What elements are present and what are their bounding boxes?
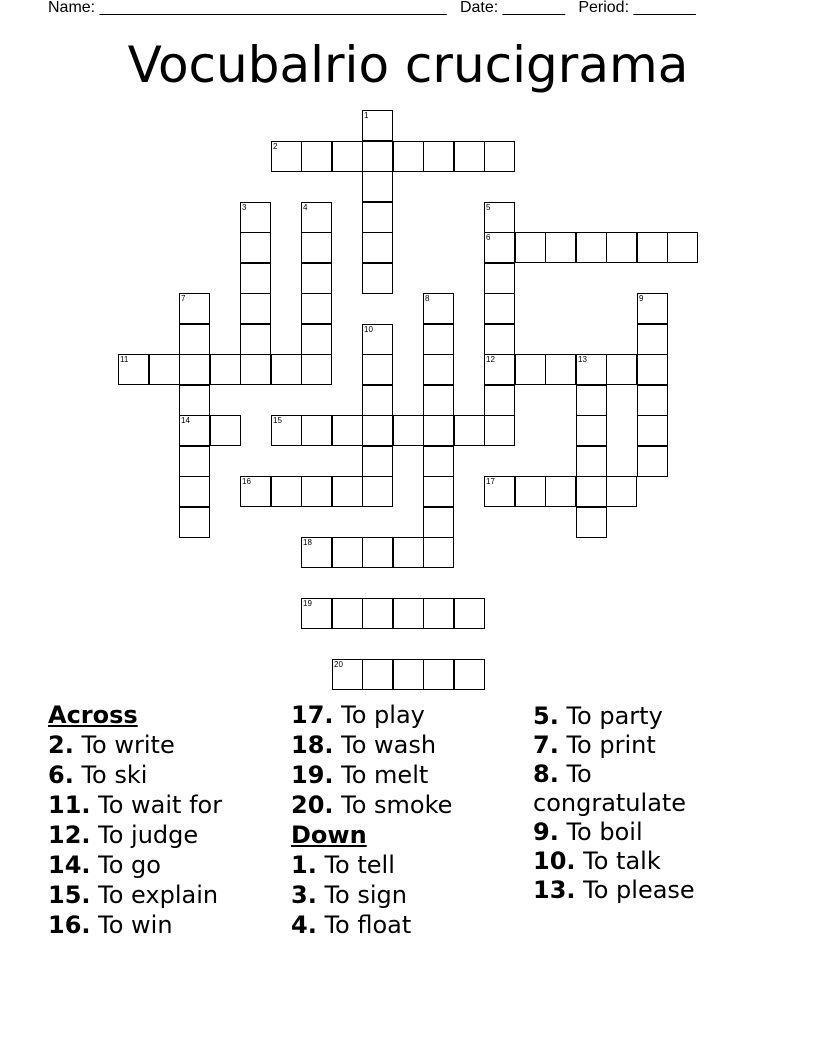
clue-number: 1. [291,851,317,879]
grid-cell[interactable] [271,141,302,172]
grid-cell[interactable] [576,415,607,446]
clue-text: To party [566,702,663,730]
grid-cell[interactable] [332,537,363,568]
cell-number: 13 [578,355,587,364]
grid-cell[interactable] [393,537,424,568]
cell-number: 4 [303,203,308,212]
clue-across-19 [291,760,531,790]
clue-number: 18. [291,731,334,759]
clue-across-2 [48,730,288,760]
grid-cell[interactable] [484,202,515,233]
cell-number: 3 [242,203,247,212]
clue-across-6 [48,760,288,790]
grid-cell[interactable] [332,476,363,507]
grid-cell[interactable] [576,507,607,538]
grid-cell[interactable] [210,354,241,385]
grid-cell[interactable] [179,324,210,355]
grid-cell[interactable] [484,293,515,324]
clue-text: To judge [98,821,199,849]
cell-number: 9 [639,294,644,303]
clue-text: To float [324,911,412,939]
grid-cell[interactable] [393,598,424,629]
grid-cell[interactable] [179,415,210,446]
grid-cell[interactable] [301,141,332,172]
clue-number: 17. [291,701,334,729]
clue-number: 4. [291,911,317,939]
grid-cell[interactable] [606,354,637,385]
grid-cell[interactable] [240,476,271,507]
clue-down-1 [291,850,531,880]
grid-cell[interactable] [362,385,393,416]
grid-cell[interactable] [301,415,332,446]
clue-number: 10. [533,847,576,875]
clue-text: To melt [341,761,429,789]
cell-number: 20 [334,660,343,669]
grid-cell[interactable] [301,232,332,263]
cell-number: 8 [425,294,430,303]
grid-cell[interactable] [362,659,393,690]
grid-cell[interactable] [301,263,332,294]
grid-cell[interactable] [545,354,576,385]
grid-cell[interactable] [454,415,485,446]
grid-cell[interactable] [301,537,332,568]
clue-number: 9. [533,818,559,846]
grid-cell[interactable] [301,476,332,507]
grid-cell[interactable] [393,141,424,172]
cell-number: 11 [120,355,129,364]
grid-cell[interactable] [454,598,485,629]
grid-cell[interactable] [637,385,668,416]
grid-cell[interactable] [362,354,393,385]
cell-number: 15 [273,416,282,425]
grid-cell[interactable] [118,354,149,385]
grid-cell[interactable] [637,354,668,385]
clue-across-11 [48,790,288,820]
puzzle-title: Vocubalrio crucigrama [127,36,689,94]
clue-down-4 [291,910,531,940]
across-heading: Across [48,701,138,729]
grid-cell[interactable] [423,659,454,690]
clue-text: To sign [324,881,407,909]
clue-number: 19. [291,761,334,789]
grid-cell[interactable] [637,232,668,263]
grid-cell[interactable] [362,110,393,141]
period-blank[interactable]: _______ [633,0,696,16]
clue-down-9 [533,818,793,847]
grid-cell[interactable] [423,476,454,507]
grid-cell[interactable] [423,415,454,446]
grid-cell[interactable] [515,354,546,385]
clue-text: To congratulate [533,760,687,817]
clue-text: To go [98,851,161,879]
clue-text: To win [98,911,173,939]
grid-cell[interactable] [362,446,393,477]
grid-cell[interactable] [362,415,393,446]
grid-cell[interactable] [240,293,271,324]
grid-cell[interactable] [179,476,210,507]
clue-column-3 [533,702,793,905]
cell-number: 7 [181,294,186,303]
grid-cell[interactable] [362,598,393,629]
grid-cell[interactable] [637,324,668,355]
grid-cell[interactable] [179,507,210,538]
grid-cell[interactable] [667,232,698,263]
grid-cell[interactable] [332,141,363,172]
date-blank[interactable]: _______ [502,0,565,16]
grid-cell[interactable] [362,263,393,294]
grid-cell[interactable] [332,659,363,690]
clue-down-5 [533,702,793,731]
clue-number: 12. [48,821,91,849]
clue-text: To please [583,876,695,904]
grid-cell[interactable] [423,446,454,477]
grid-cell[interactable] [637,293,668,324]
grid-cell[interactable] [362,232,393,263]
clue-across-15 [48,880,288,910]
grid-cell[interactable] [271,354,302,385]
grid-cell[interactable] [515,232,546,263]
cell-number: 12 [486,355,495,364]
clue-column-1 [48,700,288,940]
cell-number: 16 [242,477,251,486]
grid-cell[interactable] [332,598,363,629]
grid-cell[interactable] [423,293,454,324]
clue-down-8 [533,760,733,818]
down-heading: Down [291,821,367,849]
cell-number: 5 [486,203,491,212]
grid-cell[interactable] [179,385,210,416]
clue-number: 3. [291,881,317,909]
grid-cell[interactable] [179,354,210,385]
clue-column-2 [291,700,531,940]
cell-number: 1 [364,111,369,120]
clue-number: 7. [533,731,559,759]
clue-number: 11. [48,791,91,819]
period-label: Period: [578,0,630,16]
grid-cell[interactable] [393,659,424,690]
grid-cell[interactable] [484,232,515,263]
clue-across-20 [291,790,531,820]
grid-cell[interactable] [454,141,485,172]
clue-number: 6. [48,761,74,789]
cell-number: 14 [181,416,190,425]
grid-cell[interactable] [484,415,515,446]
grid-cell[interactable] [637,446,668,477]
grid-cell[interactable] [393,415,424,446]
grid-cell[interactable] [179,293,210,324]
clue-number: 2. [48,731,74,759]
clue-across-14 [48,850,288,880]
clue-across-18 [291,730,531,760]
clue-across-16 [48,910,288,940]
clue-text: To boil [566,818,643,846]
clue-text: To ski [81,761,148,789]
grid-cell[interactable] [210,415,241,446]
cell-number: 17 [486,477,495,486]
grid-cell[interactable] [423,141,454,172]
grid-cell[interactable] [362,171,393,202]
grid-cell[interactable] [271,476,302,507]
clue-number: 16. [48,911,91,939]
grid-cell[interactable] [362,537,393,568]
grid-cell[interactable] [301,354,332,385]
grid-cell[interactable] [423,598,454,629]
clue-down-7 [533,731,793,760]
clue-number: 5. [533,702,559,730]
clue-text: To talk [583,847,661,875]
clue-number: 15. [48,881,91,909]
grid-cell[interactable] [423,385,454,416]
grid-cell[interactable] [454,659,485,690]
grid-cell[interactable] [301,202,332,233]
grid-cell[interactable] [301,598,332,629]
grid-cell[interactable] [637,415,668,446]
clue-number: 8. [533,760,559,788]
grid-cell[interactable] [271,415,302,446]
clue-down-3 [291,880,531,910]
cell-number: 6 [486,233,491,242]
clue-text: To tell [324,851,395,879]
grid-cell[interactable] [484,385,515,416]
clue-text: To smoke [341,791,453,819]
clue-text: To explain [98,881,219,909]
grid-cell[interactable] [301,293,332,324]
cell-number: 18 [303,538,312,547]
clue-number: 14. [48,851,91,879]
clue-text: To play [341,701,425,729]
grid-cell[interactable] [484,141,515,172]
date-label: Date: [459,0,499,16]
grid-cell[interactable] [240,202,271,233]
cell-number: 10 [364,325,373,334]
grid-cell[interactable] [332,415,363,446]
grid-cell[interactable] [484,263,515,294]
clue-down-10 [533,847,793,876]
clue-across-17 [291,700,531,730]
grid-cell[interactable] [240,263,271,294]
clue-text: To wash [341,731,437,759]
grid-cell[interactable] [576,385,607,416]
grid-cell[interactable] [545,476,576,507]
grid-cell[interactable] [362,476,393,507]
clue-text: To wait for [98,791,223,819]
grid-cell[interactable] [576,446,607,477]
clue-across-12 [48,820,288,850]
grid-cell[interactable] [301,324,332,355]
grid-cell[interactable] [576,354,607,385]
grid-cell[interactable] [484,476,515,507]
grid-cell[interactable] [545,232,576,263]
grid-cell[interactable] [423,507,454,538]
name-blank[interactable]: _______________________________________ [99,0,447,16]
grid-cell[interactable] [240,324,271,355]
grid-cell[interactable] [240,232,271,263]
grid-cell[interactable] [362,324,393,355]
clue-number: 20. [291,791,334,819]
grid-cell[interactable] [606,232,637,263]
grid-cell[interactable] [576,476,607,507]
grid-cell[interactable] [362,202,393,233]
clue-text: To print [566,731,656,759]
clue-number: 13. [533,876,576,904]
grid-cell[interactable] [240,354,271,385]
grid-cell[interactable] [484,324,515,355]
cell-number: 19 [303,599,312,608]
clue-down-13 [533,876,793,905]
grid-cell[interactable] [423,537,454,568]
cell-number: 2 [273,142,278,151]
grid-cell[interactable] [423,324,454,355]
grid-cell[interactable] [484,354,515,385]
grid-cell[interactable] [515,476,546,507]
clue-text: To write [81,731,175,759]
grid-cell[interactable] [362,141,393,172]
grid-cell[interactable] [423,354,454,385]
grid-cell[interactable] [576,232,607,263]
grid-cell[interactable] [149,354,180,385]
grid-cell[interactable] [179,446,210,477]
grid-cell[interactable] [606,476,637,507]
name-label: Name: [48,0,96,16]
